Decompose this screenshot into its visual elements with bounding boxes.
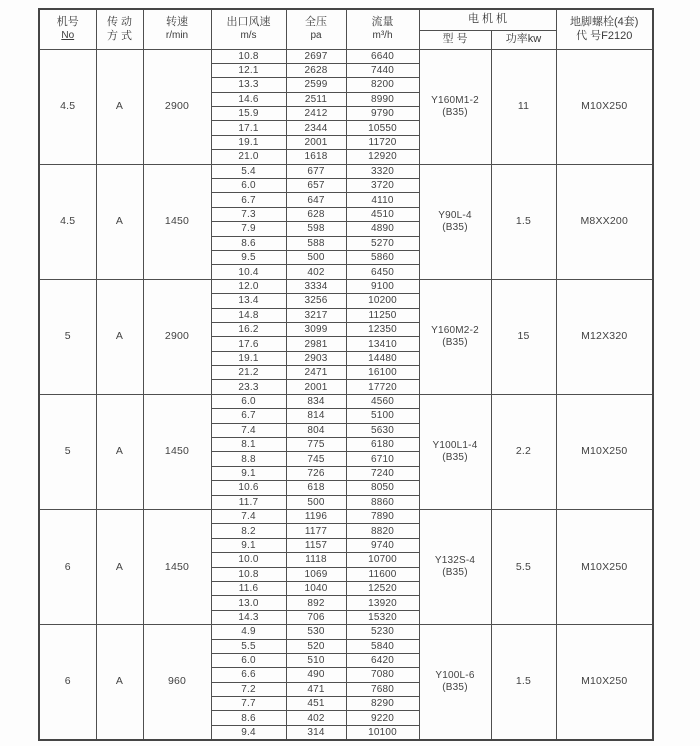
drive-label: 传 动 <box>106 16 133 29</box>
table-row <box>39 279 653 293</box>
pressure-cell: 3217 <box>286 308 346 322</box>
flow-cell: 15320 <box>346 610 419 624</box>
flow-cell: 8860 <box>346 495 419 509</box>
outlet-speed-cell: 7.2 <box>211 682 286 696</box>
pressure-cell: 706 <box>286 610 346 624</box>
outlet-speed-cell: 6.0 <box>211 653 286 667</box>
flow-cell: 9740 <box>346 538 419 552</box>
pressure-cell: 451 <box>286 697 346 711</box>
outlet-speed-cell: 14.3 <box>211 610 286 624</box>
pressure-label: 全压 <box>305 16 327 29</box>
pressure-cell: 510 <box>286 653 346 667</box>
col-header-pressure <box>286 9 346 49</box>
pressure-cell: 1196 <box>286 510 346 524</box>
pressure-cell: 402 <box>286 265 346 279</box>
speed-cell: 1450 <box>143 164 211 279</box>
flow-cell: 6420 <box>346 653 419 667</box>
flow-cell: 11720 <box>346 135 419 149</box>
col-header-machine-no <box>39 9 96 49</box>
pressure-cell: 1157 <box>286 538 346 552</box>
flow-cell: 7440 <box>346 63 419 77</box>
outlet-speed-cell: 19.1 <box>211 135 286 149</box>
pressure-cell: 520 <box>286 639 346 653</box>
pressure-cell: 490 <box>286 668 346 682</box>
col-header-outlet-speed <box>211 9 286 49</box>
motor-frame-line: (B35) <box>442 106 468 118</box>
flow-cell: 4890 <box>346 222 419 236</box>
fan-spec-table <box>38 8 654 741</box>
flow-cell: 3720 <box>346 179 419 193</box>
drive-cell: A <box>96 394 143 509</box>
flow-cell: 3320 <box>346 164 419 178</box>
col-header-flow <box>346 9 419 49</box>
pressure-cell: 892 <box>286 596 346 610</box>
bolt-cell: M8XX200 <box>556 164 653 279</box>
speed-unit: r/min <box>165 30 189 42</box>
machine-no-label: 机号 <box>56 16 79 29</box>
flow-cell: 4510 <box>346 207 419 221</box>
pressure-cell: 726 <box>286 466 346 480</box>
pressure-cell: 2471 <box>286 366 346 380</box>
bolt-label-line2: 代 号F2120 <box>576 30 633 43</box>
outlet-speed-cell: 10.6 <box>211 481 286 495</box>
motor-power-cell: 11 <box>491 49 556 164</box>
speed-cell: 2900 <box>143 49 211 164</box>
outlet-speed-cell: 8.1 <box>211 438 286 452</box>
outlet-speed-cell: 7.7 <box>211 697 286 711</box>
pressure-cell: 588 <box>286 236 346 250</box>
speed-cell: 1450 <box>143 394 211 509</box>
outlet-speed-cell: 13.3 <box>211 78 286 92</box>
flow-cell: 12350 <box>346 322 419 336</box>
outlet-speed-cell: 11.7 <box>211 495 286 509</box>
col-header-speed <box>143 9 211 49</box>
spec-table-body <box>39 49 653 740</box>
flow-cell: 8200 <box>346 78 419 92</box>
flow-cell: 10700 <box>346 553 419 567</box>
flow-cell: 5860 <box>346 250 419 264</box>
machine-no-cell: 5 <box>39 279 96 394</box>
motor-model-line: Y100L1-4 <box>432 439 478 451</box>
bolt-cell: M12X320 <box>556 279 653 394</box>
motor-power-cell: 5.5 <box>491 510 556 625</box>
pressure-cell: 2697 <box>286 49 346 63</box>
pressure-cell: 3334 <box>286 279 346 293</box>
pressure-cell: 598 <box>286 222 346 236</box>
pressure-cell: 647 <box>286 193 346 207</box>
pressure-cell: 1177 <box>286 524 346 538</box>
motor-power-cell: 1.5 <box>491 625 556 740</box>
motor-model-cell <box>419 164 491 279</box>
outlet-speed-cell: 12.1 <box>211 63 286 77</box>
flow-cell: 5630 <box>346 423 419 437</box>
outlet-speed-cell: 21.2 <box>211 366 286 380</box>
outlet-speed-cell: 10.0 <box>211 553 286 567</box>
outlet-speed-cell: 5.5 <box>211 639 286 653</box>
speed-cell: 2900 <box>143 279 211 394</box>
pressure-cell: 2903 <box>286 351 346 365</box>
flow-cell: 5230 <box>346 625 419 639</box>
table-row <box>39 164 653 178</box>
outlet-speed-cell: 14.6 <box>211 92 286 106</box>
col-header-drive <box>96 9 143 49</box>
drive-cell: A <box>96 279 143 394</box>
table-row <box>39 510 653 524</box>
motor-frame-line: (B35) <box>442 221 468 233</box>
outlet-speed-cell: 17.1 <box>211 121 286 135</box>
bolt-cell: M10X250 <box>556 49 653 164</box>
flow-cell: 8050 <box>346 481 419 495</box>
flow-cell: 6450 <box>346 265 419 279</box>
flow-cell: 4110 <box>346 193 419 207</box>
outlet-speed-cell: 7.4 <box>211 510 286 524</box>
pressure-cell: 314 <box>286 725 346 739</box>
col-header-motor-model: 型 号 <box>419 30 491 49</box>
table-header <box>39 9 653 49</box>
speed-cell: 1450 <box>143 510 211 625</box>
outlet-speed-cell: 6.0 <box>211 179 286 193</box>
pressure-cell: 471 <box>286 682 346 696</box>
motor-frame-line: (B35) <box>442 336 468 348</box>
outlet-speed-unit: m/s <box>240 30 257 42</box>
pressure-cell: 618 <box>286 481 346 495</box>
flow-cell: 12920 <box>346 150 419 164</box>
flow-cell: 9220 <box>346 711 419 725</box>
pressure-cell: 1040 <box>286 581 346 595</box>
motor-power-cell: 1.5 <box>491 164 556 279</box>
outlet-speed-cell: 14.8 <box>211 308 286 322</box>
table-row <box>39 49 653 63</box>
pressure-unit: pa <box>310 30 322 42</box>
outlet-speed-cell: 9.4 <box>211 725 286 739</box>
outlet-speed-cell: 8.2 <box>211 524 286 538</box>
speed-label: 转速 <box>166 16 188 29</box>
machine-no-unit: No <box>61 30 75 42</box>
flow-cell: 14480 <box>346 351 419 365</box>
motor-model-line: Y160M2-2 <box>431 324 479 336</box>
pressure-cell: 2511 <box>286 92 346 106</box>
motor-model-line: Y90L-4 <box>438 209 472 221</box>
motor-power-cell: 15 <box>491 279 556 394</box>
outlet-speed-cell: 6.7 <box>211 193 286 207</box>
motor-model-cell <box>419 510 491 625</box>
outlet-speed-label: 出口风速 <box>226 16 271 29</box>
pressure-cell: 2599 <box>286 78 346 92</box>
motor-model-cell <box>419 394 491 509</box>
drive-unit: 方 式 <box>106 30 133 43</box>
flow-cell: 16100 <box>346 366 419 380</box>
outlet-speed-cell: 17.6 <box>211 337 286 351</box>
speed-cell: 960 <box>143 625 211 740</box>
outlet-speed-cell: 13.0 <box>211 596 286 610</box>
flow-unit: m³/h <box>372 30 393 42</box>
pressure-cell: 1069 <box>286 567 346 581</box>
motor-model-line: Y160M1-2 <box>431 94 479 106</box>
outlet-speed-cell: 9.1 <box>211 466 286 480</box>
flow-cell: 11250 <box>346 308 419 322</box>
flow-cell: 7080 <box>346 668 419 682</box>
flow-cell: 10100 <box>346 725 419 739</box>
outlet-speed-cell: 6.0 <box>211 394 286 408</box>
flow-cell: 13410 <box>346 337 419 351</box>
machine-no-cell: 6 <box>39 510 96 625</box>
pressure-cell: 500 <box>286 495 346 509</box>
pressure-cell: 2412 <box>286 107 346 121</box>
outlet-speed-cell: 13.4 <box>211 294 286 308</box>
bolt-label-line1: 地脚螺栓(4套) <box>570 16 639 29</box>
flow-cell: 5100 <box>346 409 419 423</box>
drive-cell: A <box>96 625 143 740</box>
flow-cell: 6180 <box>346 438 419 452</box>
motor-frame-line: (B35) <box>442 681 468 693</box>
outlet-speed-cell: 6.6 <box>211 668 286 682</box>
outlet-speed-cell: 4.9 <box>211 625 286 639</box>
flow-cell: 8990 <box>346 92 419 106</box>
machine-no-cell: 5 <box>39 394 96 509</box>
motor-model-line: Y132S-4 <box>434 555 476 567</box>
drive-cell: A <box>96 164 143 279</box>
outlet-speed-cell: 9.1 <box>211 538 286 552</box>
motor-model-cell <box>419 279 491 394</box>
flow-cell: 6710 <box>346 452 419 466</box>
motor-frame-line: (B35) <box>442 451 468 463</box>
motor-frame-line: (B35) <box>442 567 468 579</box>
bolt-cell: M10X250 <box>556 510 653 625</box>
bolt-cell: M10X250 <box>556 625 653 740</box>
outlet-speed-cell: 9.5 <box>211 250 286 264</box>
flow-cell: 11600 <box>346 567 419 581</box>
pressure-cell: 3256 <box>286 294 346 308</box>
pressure-cell: 1118 <box>286 553 346 567</box>
pressure-cell: 804 <box>286 423 346 437</box>
pressure-cell: 402 <box>286 711 346 725</box>
motor-model-cell <box>419 625 491 740</box>
outlet-speed-cell: 12.0 <box>211 279 286 293</box>
flow-cell: 7890 <box>346 510 419 524</box>
col-header-motor-power: 功率kw <box>491 30 556 49</box>
outlet-speed-cell: 7.9 <box>211 222 286 236</box>
flow-cell: 13920 <box>346 596 419 610</box>
outlet-speed-cell: 10.4 <box>211 265 286 279</box>
outlet-speed-cell: 16.2 <box>211 322 286 336</box>
col-header-bolt <box>556 9 653 49</box>
flow-cell: 7680 <box>346 682 419 696</box>
outlet-speed-cell: 7.4 <box>211 423 286 437</box>
bolt-cell: M10X250 <box>556 394 653 509</box>
motor-model-cell <box>419 49 491 164</box>
pressure-cell: 677 <box>286 164 346 178</box>
flow-cell: 5270 <box>346 236 419 250</box>
table-row <box>39 394 653 408</box>
drive-cell: A <box>96 49 143 164</box>
outlet-speed-cell: 21.0 <box>211 150 286 164</box>
outlet-speed-cell: 8.6 <box>211 236 286 250</box>
pressure-cell: 2001 <box>286 380 346 394</box>
machine-no-cell: 4.5 <box>39 49 96 164</box>
outlet-speed-cell: 5.4 <box>211 164 286 178</box>
flow-cell: 9100 <box>346 279 419 293</box>
outlet-speed-cell: 10.8 <box>211 567 286 581</box>
pressure-cell: 500 <box>286 250 346 264</box>
pressure-cell: 2344 <box>286 121 346 135</box>
outlet-speed-cell: 8.8 <box>211 452 286 466</box>
flow-cell: 10200 <box>346 294 419 308</box>
pressure-cell: 3099 <box>286 322 346 336</box>
table-row <box>39 625 653 639</box>
motor-power-cell: 2.2 <box>491 394 556 509</box>
flow-cell: 7240 <box>346 466 419 480</box>
flow-cell: 10550 <box>346 121 419 135</box>
flow-cell: 5840 <box>346 639 419 653</box>
outlet-speed-cell: 10.8 <box>211 49 286 63</box>
machine-no-cell: 6 <box>39 625 96 740</box>
pressure-cell: 745 <box>286 452 346 466</box>
pressure-cell: 657 <box>286 179 346 193</box>
flow-cell: 9790 <box>346 107 419 121</box>
outlet-speed-cell: 19.1 <box>211 351 286 365</box>
motor-model-line: Y100L-6 <box>435 669 475 681</box>
pressure-cell: 2981 <box>286 337 346 351</box>
pressure-cell: 2628 <box>286 63 346 77</box>
pressure-cell: 2001 <box>286 135 346 149</box>
outlet-speed-cell: 8.6 <box>211 711 286 725</box>
outlet-speed-cell: 11.6 <box>211 581 286 595</box>
flow-cell: 17720 <box>346 380 419 394</box>
flow-cell: 6640 <box>346 49 419 63</box>
outlet-speed-cell: 15.9 <box>211 107 286 121</box>
flow-label: 流量 <box>371 16 394 29</box>
pressure-cell: 775 <box>286 438 346 452</box>
flow-cell: 4560 <box>346 394 419 408</box>
pressure-cell: 628 <box>286 207 346 221</box>
outlet-speed-cell: 6.7 <box>211 409 286 423</box>
machine-no-cell: 4.5 <box>39 164 96 279</box>
flow-cell: 8290 <box>346 697 419 711</box>
pressure-cell: 530 <box>286 625 346 639</box>
flow-cell: 12520 <box>346 581 419 595</box>
drive-cell: A <box>96 510 143 625</box>
pressure-cell: 1618 <box>286 150 346 164</box>
outlet-speed-cell: 7.3 <box>211 207 286 221</box>
outlet-speed-cell: 23.3 <box>211 380 286 394</box>
pressure-cell: 814 <box>286 409 346 423</box>
flow-cell: 8820 <box>346 524 419 538</box>
col-header-motor-group: 电 机 机 <box>419 9 556 30</box>
pressure-cell: 834 <box>286 394 346 408</box>
